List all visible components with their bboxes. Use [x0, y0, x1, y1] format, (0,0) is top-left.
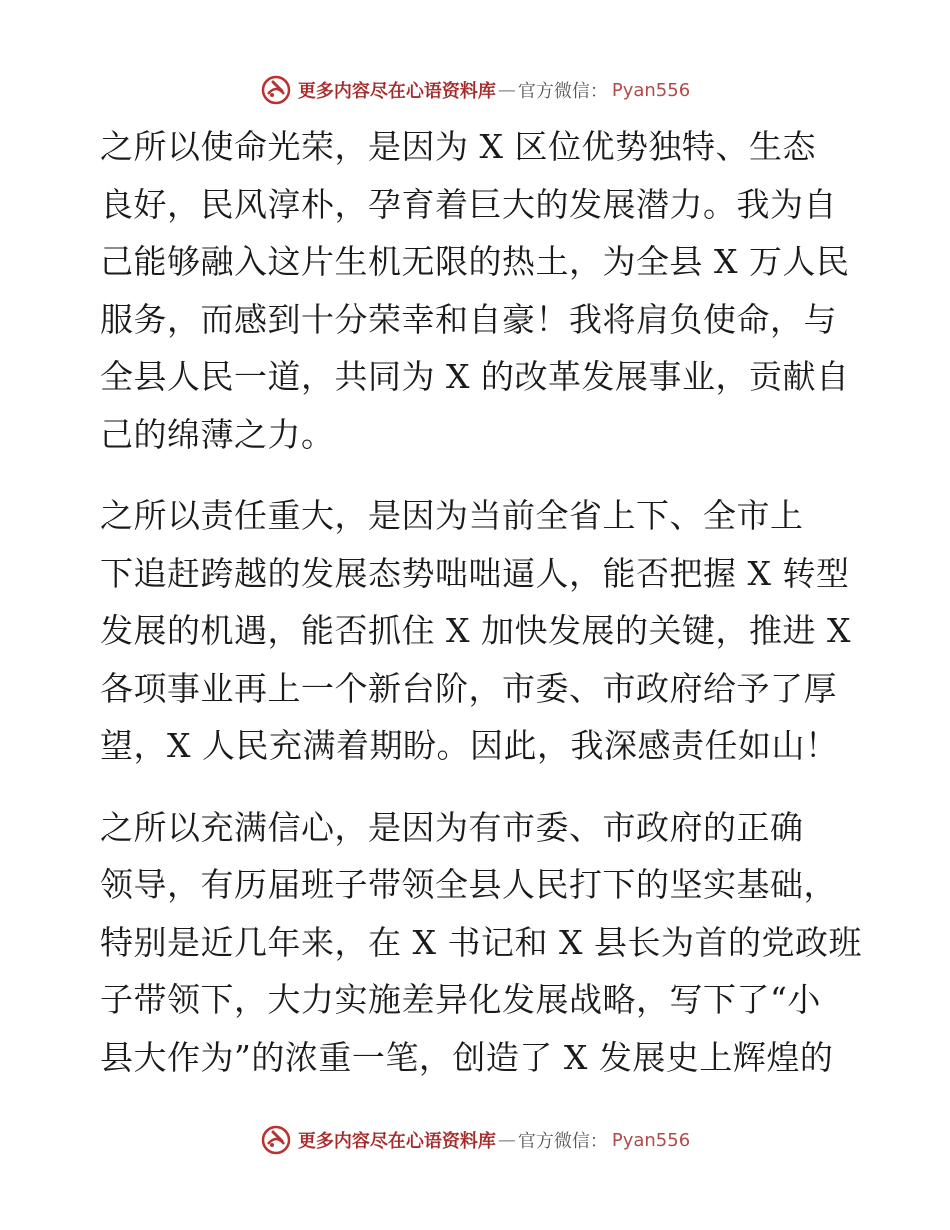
paragraph-1 — [100, 118, 848, 463]
text-line: 己的绵薄之力。 — [100, 414, 335, 454]
watermark-label: 官方微信： — [517, 1131, 608, 1152]
watermark-separator: — — [497, 1129, 516, 1151]
paragraph-2 — [100, 487, 851, 775]
watermark-title: 更多内容尽在心语资料库 — [297, 1131, 496, 1152]
book-logo-icon — [260, 1124, 292, 1156]
text-line: 全县人民一道，共同为 X 的改革发展事业，贡献自 — [100, 357, 850, 396]
text-line: 望，X 人民充满着期盼。因此，我深感责任如山！ — [100, 726, 839, 765]
footer-watermark — [0, 1120, 950, 1160]
text-line: 服务，而感到十分荣幸和自豪！我将肩负使命，与 — [100, 299, 837, 339]
text-line: 县大作为”的浓重一笔，创造了 X 发展史上辉煌的 — [100, 1037, 834, 1077]
text-line: 特别是近几年来，在 X 书记和 X 县长为首的党政班 — [100, 922, 862, 962]
text-line: 领导，有历届班子带领全县人民打下的坚实基础， — [100, 865, 837, 904]
text-line: 己能够融入这片生机无限的热土，为全县 X 万人民 — [100, 242, 850, 281]
text-line: 之所以充满信心，是因为有市委、市政府的正确 — [100, 807, 804, 847]
watermark-wechat-id: Pyan556 — [611, 79, 691, 101]
watermark-separator: — — [497, 79, 516, 101]
text-line: 子带领下，大力实施差异化发展战略，写下了“小 — [100, 980, 821, 1019]
watermark-wechat-id: Pyan556 — [611, 1129, 691, 1151]
book-logo-icon — [260, 74, 292, 106]
text-line: 良好，民风淳朴，孕育着巨大的发展潜力。我为自 — [100, 184, 837, 224]
paragraph-3 — [100, 799, 862, 1087]
text-line: 下追赶跨越的发展态势咄咄逼人，能否把握 X 转型 — [100, 553, 850, 593]
document-body — [100, 118, 862, 1110]
text-line: 之所以责任重大，是因为当前全省上下、全市上 — [100, 496, 804, 535]
header-watermark — [0, 70, 950, 110]
text-line: 之所以使命光荣，是因为 X 区位优势独特、生态 — [100, 127, 816, 166]
text-line: 发展的机遇，能否抓住 X 加快发展的关键，推进 X — [100, 611, 851, 650]
watermark-title: 更多内容尽在心语资料库 — [297, 81, 496, 102]
text-line: 各项事业再上一个新台阶，市委、市政府给予了厚 — [100, 668, 837, 708]
watermark-label: 官方微信： — [517, 81, 608, 102]
